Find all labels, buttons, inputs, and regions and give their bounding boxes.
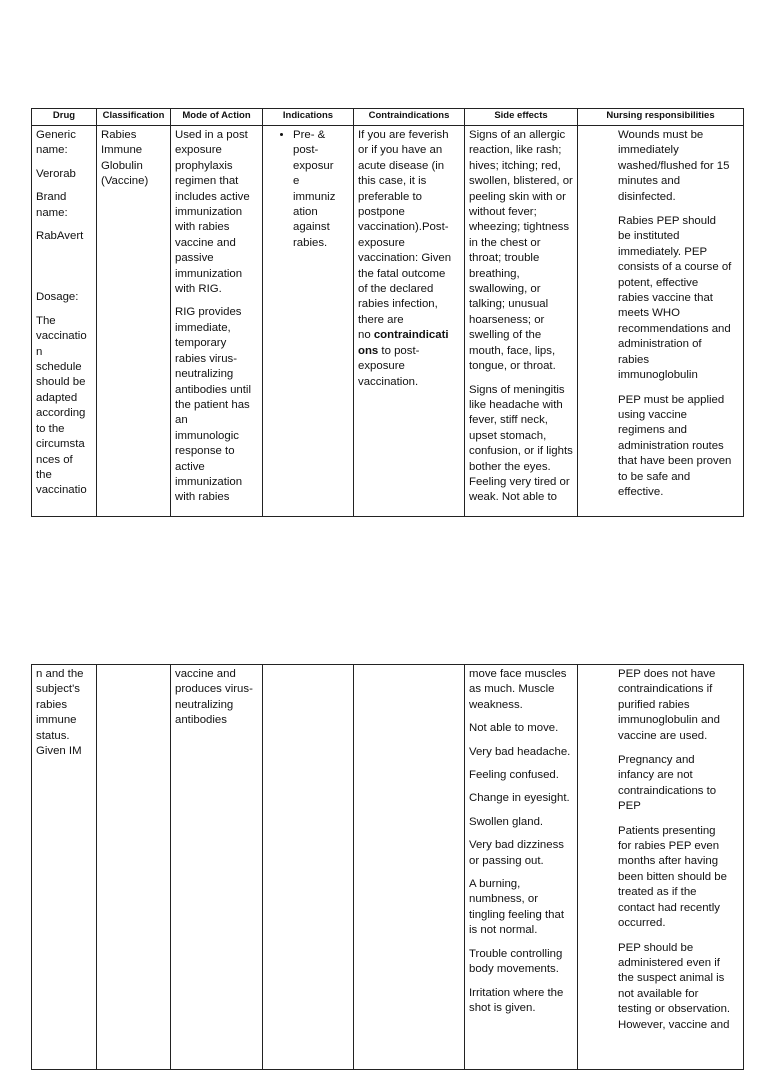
brand-name-value: RabAvert — [36, 230, 84, 243]
mode-of-action-paragraph: RIG provides immediate, temporary rabies virus- neutralizing antibodies until the patient has an immunologic response to active immunization with rabies — [175, 306, 251, 504]
contraindications-cell — [354, 665, 465, 1070]
drug-cell: n and the subject's rabies immune status. Given IM — [32, 665, 97, 1070]
header-nursing-responsibilities: Nursing responsibilities — [578, 109, 744, 126]
side-effect-paragraph: Signs of an allergic reaction, like rash; hives; itching; red, swollen, blistered, or peeling skin with or without fever; wheezing; tightness in the chest or throat; trouble breathing, swallowing, or talking; unusual hoarseness; or swelling of the mouth, face, lips, tongue, or throat. — [469, 129, 573, 373]
indications-list — [267, 128, 350, 251]
drug-study-table-page-1 — [31, 108, 744, 517]
contraindications-text-end: to post- exposure vaccination. — [358, 344, 420, 388]
nursing-paragraph: PEP should be administered even if the suspect animal is not available for testing or observation. However, vaccine and — [618, 941, 731, 1031]
side-effect-paragraph: move face muscles as much. Muscle weakness. — [469, 668, 567, 711]
classification-cell: Rabies Immune Globulin (Vaccine) — [97, 126, 171, 517]
nursing-responsibilities-cell — [578, 126, 744, 517]
contraindications-text: If you are feverish or if you have an acute disease (in this case, it is preferable to postpone vaccination).Post- exposure vaccination: Given the fatal outcome of the declared rabies infection, there are no — [358, 129, 452, 342]
header-classification: Classification — [97, 109, 171, 126]
side-effect-paragraph: Signs of meningitis like headache with fever, stiff neck, upset stomach, confusion, or if lights bother the eyes. Feeling very tired or weak. Not able to — [469, 383, 573, 504]
header-side-effects: Side effects — [465, 109, 578, 126]
mode-of-action-paragraph: Used in a post exposure prophylaxis regimen that includes active immunization with rabies vaccine and passive immunization with RIG. — [175, 129, 250, 296]
header-indications: Indications — [263, 109, 354, 126]
nursing-paragraph: Wounds must be immediately washed/flushed for 15 minutes and disinfected. — [618, 129, 730, 203]
contraindications-cell — [354, 126, 465, 517]
side-effect-paragraph: A burning, numbness, or tingling feeling that is not normal. — [469, 878, 564, 937]
generic-name-label: Generic name: — [36, 129, 76, 157]
side-effects-cell — [465, 665, 578, 1070]
nursing-responsibilities-cell — [578, 665, 744, 1070]
nursing-paragraph: PEP must be applied using vaccine regimens and administration routes that have been proven to be safe and effective. — [618, 393, 732, 498]
table-row — [32, 665, 744, 1070]
side-effect-paragraph: Change in eyesight. — [469, 792, 570, 805]
header-drug: Drug — [32, 109, 97, 126]
header-row — [32, 109, 744, 126]
nursing-paragraph: Patients presenting for rabies PEP even months after having been bitten should be treated as if the contact had recently occurred. — [618, 824, 727, 930]
header-mode-of-action: Mode of Action — [171, 109, 263, 126]
indications-cell — [263, 665, 354, 1070]
side-effect-paragraph: Very bad dizziness or passing out. — [469, 839, 564, 867]
list-item: • Pre- & post- exposur e immuniz ation against rabies. — [293, 128, 350, 251]
nursing-paragraph: Pregnancy and infancy are not contraindications to PEP — [618, 754, 717, 813]
generic-name-value: Verorab — [36, 167, 76, 180]
mode-of-action-cell: vaccine and produces virus- neutralizing antibodies — [171, 665, 263, 1070]
nursing-paragraph: PEP does not have contraindications if purified rabies immunoglobulin and vaccine are used. — [618, 668, 720, 742]
header-contraindications: Contraindications — [354, 109, 465, 126]
dosage-text: The vaccinatio n schedule should be adapted according to the circumsta nces of the vaccinatio — [36, 314, 87, 497]
table-row — [32, 126, 744, 517]
side-effect-paragraph: Trouble controlling body movements. — [469, 947, 563, 976]
side-effects-cell — [465, 126, 578, 517]
classification-cell — [97, 665, 171, 1070]
side-effect-paragraph: Swollen gland. — [469, 815, 544, 828]
side-effect-paragraph: Feeling confused. — [469, 769, 559, 782]
nursing-paragraph: Rabies PEP should be instituted immediately. PEP consists of a course of potent, effective rabies vaccine that meets WHO recommendations and administration of rabies immunoglobulin — [618, 215, 732, 382]
brand-name-label: Brand name: — [36, 191, 68, 219]
drug-study-table-page-2 — [31, 664, 744, 1070]
side-effect-paragraph: Irritation where the shot is given. — [469, 986, 564, 1014]
dosage-label: Dosage: — [36, 291, 79, 304]
mode-of-action-cell — [171, 126, 263, 517]
side-effect-paragraph: Very bad headache. — [469, 745, 571, 758]
contraindications-bold: contraindicati ons — [358, 329, 449, 357]
side-effect-paragraph: Not able to move. — [469, 722, 559, 735]
spacer — [36, 252, 93, 290]
indications-cell — [263, 126, 354, 517]
drug-cell — [32, 126, 97, 517]
